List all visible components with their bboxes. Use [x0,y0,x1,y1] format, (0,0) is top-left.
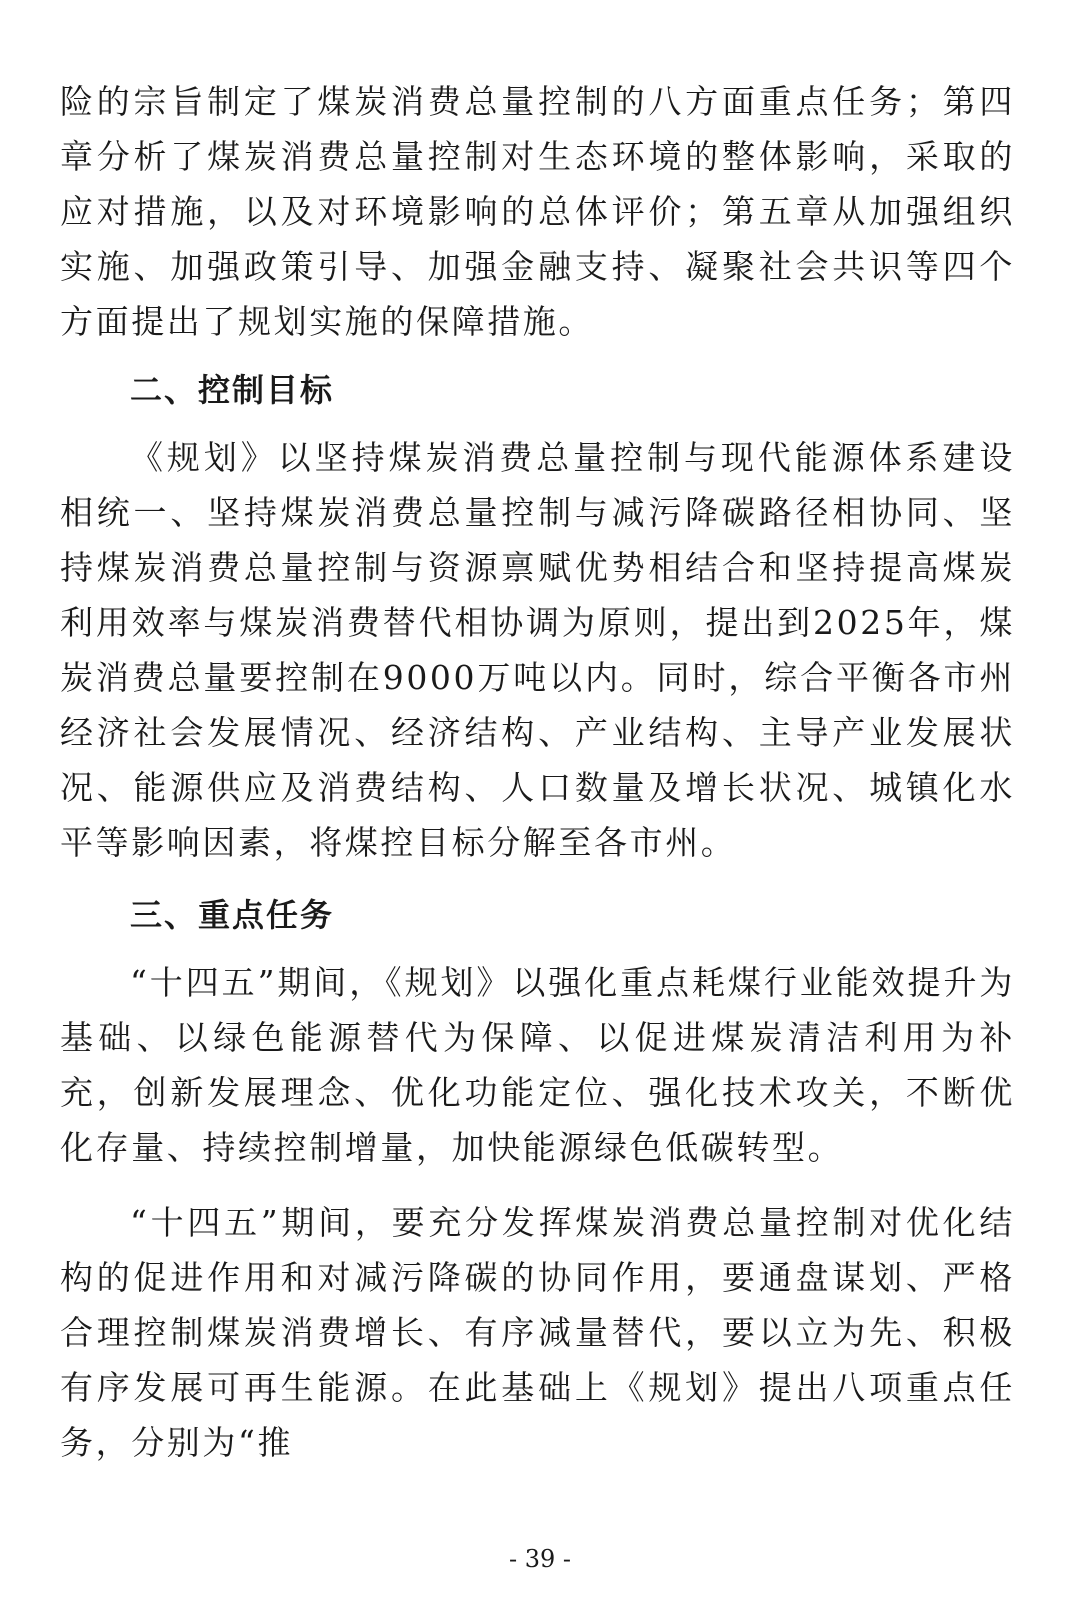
page-number: - 39 - [508,1545,571,1573]
paragraph-key-tasks-intro: “十四五”期间，《规划》以强化重点耗煤行业能效提升为基础、以绿色能源替代为保障、以促进煤炭清洁利用为补充，创新发展理念、优化功能定位、强化技术攻关，不断优化存量、持续控制增量，加快能源绿色低碳转型。 [60,963,1015,1167]
section-heading-control-targets: 二、控制目标 [130,371,335,409]
paragraph-control-targets: 《规划》以坚持煤炭消费总量控制与现代能源体系建设相统一、坚持煤炭消费总量控制与减污降碳路径相协同、坚持煤炭消费总量控制与资源禀赋优势相结合和坚持提高煤炭利用效率与煤炭消费替代相协调为原则，提出到2025年，煤炭消费总量要控制在9000万吨以内。同时，综合平衡各市州经济社会发展情况、经济结构、产业结构、主导产业发展状况、能源供应及消费结构、人口数量及增长状况、城镇化水平等影响因素，将煤控目标分解至各市州。 [60,438,1015,862]
section-heading-key-tasks: 三、重点任务 [130,896,335,934]
paragraph-chapter-summary: 险的宗旨制定了煤炭消费总量控制的八方面重点任务；第四章分析了煤炭消费总量控制对生态环境的整体影响，采取的应对措施，以及对环境影响的总体评价；第五章从加强组织实施、加强政策引导、加强金融支持、凝聚社会共识等四个方面提出了规划实施的保障措施。 [60,82,1015,341]
paragraph-key-tasks-detail: “十四五”期间，要充分发挥煤炭消费总量控制对优化结构的促进作用和对减污降碳的协同作用，要通盘谋划、严格合理控制煤炭消费增长、有序减量替代，要以立为先、积极有序发展可再生能源。在此基础上《规划》提出八项重点任务，分别为“推 [60,1203,1015,1462]
